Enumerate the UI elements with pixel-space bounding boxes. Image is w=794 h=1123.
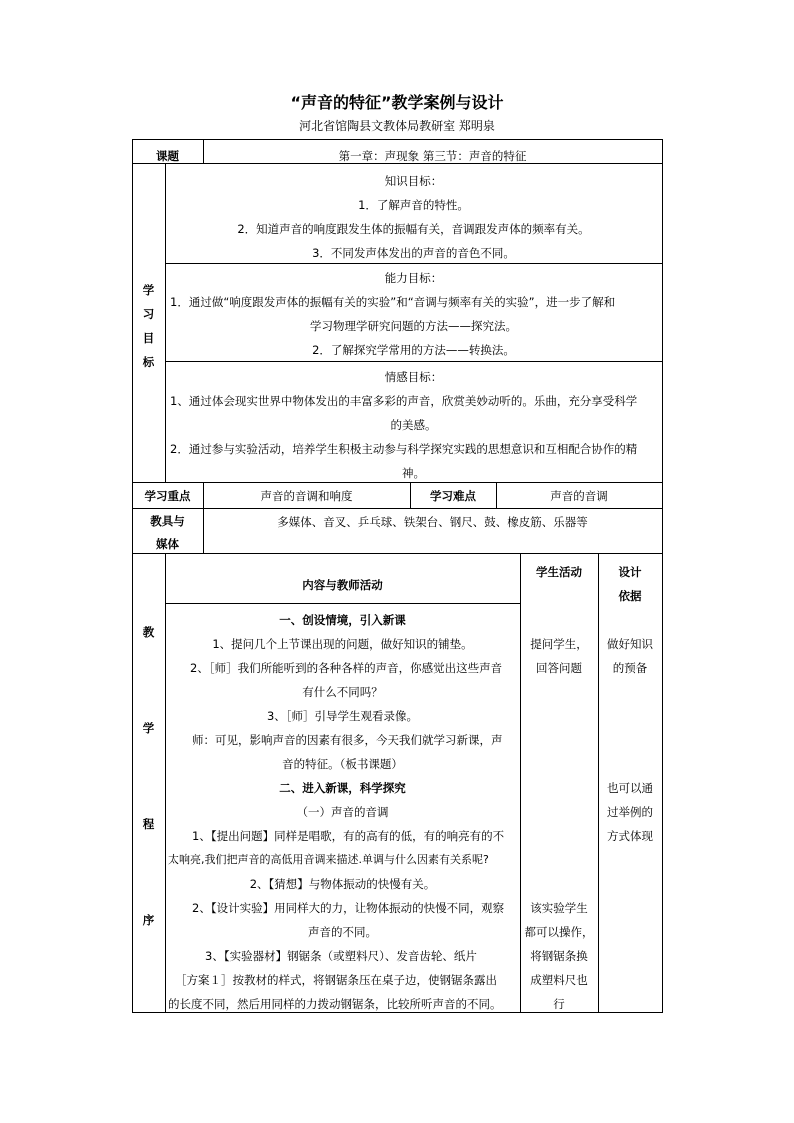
process-label-char: 教	[142, 625, 155, 639]
content-line: 声音的不同。	[308, 925, 377, 939]
document-author: 河北省馆陶县文教体局教研室 郑明泉	[299, 119, 495, 133]
ability-line: 1．通过做“响度跟发声体的振幅有关的实验”和“音调与频率有关的实验”，进一步了解和	[170, 295, 616, 309]
design-basis-line: 过举例的	[607, 805, 653, 819]
content-line: 1、【提出问题】同样是唱歌，有的高有的低，有的响亮有的不	[192, 829, 505, 843]
content-line: 3、【实验器材】钢锯条（或塑料尺）、发音齿轮、纸片	[205, 949, 477, 963]
knowledge-line: 2．知道声音的响度跟发生体的振幅有关，音调跟发声体的频率有关。	[237, 222, 590, 236]
ability-heading: 能力目标：	[384, 271, 443, 285]
design-column-header: 设计	[618, 565, 642, 579]
design-basis-line: 做好知识	[607, 637, 653, 651]
difficulty-label: 学习难点	[430, 489, 476, 503]
content-line: 二、进入新课，科学探究	[279, 781, 406, 795]
student-activity-line: 提问学生，	[530, 637, 588, 651]
content-line: 一、创设情境，引入新课	[279, 613, 406, 627]
content-column-header: 内容与教师活动	[302, 578, 383, 592]
student-column-header: 学生活动	[536, 565, 582, 579]
ability-line: 学习物理学研究问题的方法——探究法。	[310, 319, 517, 333]
knowledge-heading: 知识目标：	[384, 174, 443, 188]
emotion-line: 2．通过参与实验活动，培养学生积极主动参与科学探究实践的思想意识和互相配合协作的精	[170, 442, 638, 456]
content-line: 师：可见，影响声音的因素有很多，今天我们就学习新课，声	[192, 733, 503, 747]
student-activity-line: 该实验学生	[530, 901, 588, 915]
content-line: 1、提问几个上节课出现的问题，做好知识的铺垫。	[212, 637, 473, 651]
content-line: 2、【设计实验】用同样大的力，让物体振动的快慢不同，观察	[192, 901, 505, 915]
content-line: 有什么不同吗？	[302, 685, 383, 699]
student-activity-line: 成塑料尺也	[530, 973, 588, 987]
process-label-char: 学	[142, 721, 155, 735]
content-line: 3、［师］引导学生观看录像。	[266, 709, 419, 723]
student-activity-line: 将钢锯条换	[530, 949, 588, 963]
content-line: 太响亮,我们把声音的高低用音调来描述.单调与什么因素有关系呢?	[168, 853, 489, 866]
content-line: （一）声音的音调	[296, 805, 389, 819]
emotion-line: 1、通过体会现实世界中物体发出的丰富多彩的声音，欣赏美妙动听的。乐曲，充分享受科学	[170, 394, 638, 408]
ability-line: 2．了解探究学常用的方法——转换法。	[312, 343, 515, 357]
emotion-line: 的美感。	[390, 418, 437, 432]
design-basis-line: 也可以通	[607, 781, 653, 795]
objectives-label-char: 习	[142, 307, 155, 321]
knowledge-line: 1．了解声音的特性。	[358, 198, 469, 212]
objectives-label-char: 标	[142, 355, 155, 369]
student-activity-line: 回答问题	[536, 661, 582, 675]
student-activity-line: 行	[553, 997, 565, 1011]
document-title: “声音的特征”教学案例与设计	[290, 93, 504, 112]
objectives-label-char: 目	[142, 331, 155, 345]
topic-value: 第一章：声现象 第三节：声音的特征	[338, 149, 527, 163]
design-column-header: 依据	[618, 589, 642, 603]
knowledge-line: 3．不同发声体发出的声音的音色不同。	[312, 246, 515, 260]
design-basis-line: 的预备	[612, 661, 648, 675]
content-line: 的长度不同，然后用同样的力拨动钢锯条，比较所听声音的不同。	[168, 997, 502, 1011]
objectives-label-char: 学	[142, 283, 155, 297]
media-label: 媒体	[156, 537, 179, 551]
emotion-line: 神。	[402, 466, 425, 480]
difficulty-value: 声音的音调	[550, 489, 608, 503]
content-line: 2、［师］我们所能听到的各种各样的声音，你感觉出这些声音	[190, 661, 503, 675]
key-point-value: 声音的音调和响度	[260, 489, 353, 503]
content-line: 音的特征。（板书课题）	[282, 757, 403, 771]
media-value: 多媒体、音叉、乒乓球、铁架台、钢尺、鼓、橡皮筋、乐器等	[277, 515, 588, 529]
process-label-char: 程	[142, 817, 155, 831]
content-line: 2、【猜想】与物体振动的快慢有关。	[249, 877, 436, 891]
emotion-heading: 情感目标：	[384, 370, 443, 384]
design-basis-line: 方式体现	[607, 829, 653, 843]
process-label-char: 序	[142, 913, 155, 927]
media-label: 教具与	[150, 514, 185, 528]
key-point-label: 学习重点	[144, 489, 191, 503]
topic-label: 课题	[156, 149, 179, 163]
content-line: ［方案１］按教材的样式，将钢锯条压在桌子边，使钢锯条露出	[175, 973, 497, 987]
student-activity-line: 都可以操作，	[524, 925, 594, 939]
